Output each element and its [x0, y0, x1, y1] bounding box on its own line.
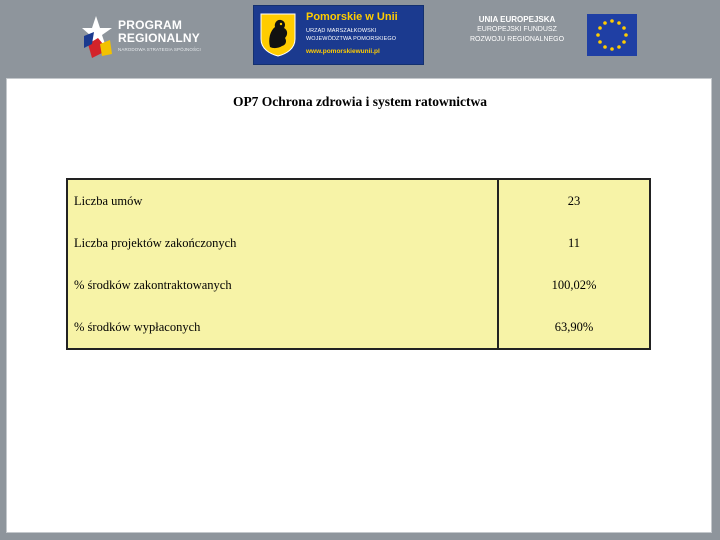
eu-line2: EUROPEJSKI FUNDUSZ — [477, 26, 557, 33]
row-label: % środków wypłaconych — [67, 306, 498, 349]
row-value: 63,90% — [554, 319, 594, 334]
program-regionalny-logo — [82, 14, 232, 62]
row-value: 100,02% — [551, 277, 597, 292]
pomorskie-office-line2: WOJEWÓDZTWA POMORSKIEGO — [306, 36, 397, 42]
table-row — [67, 179, 650, 222]
row-value: 23 — [567, 193, 581, 208]
table-row — [67, 222, 650, 264]
eu-line1: UNIA EUROPEJSKA — [478, 15, 556, 24]
eu-line3: ROZWOJU REGIONALNEGO — [469, 36, 565, 43]
row-label: Liczba umów — [67, 179, 498, 222]
table-row — [67, 264, 650, 306]
program-regionalny-subtitle: NARODOWA STRATEGIA SPÓJNOŚCI — [118, 47, 201, 52]
row-label: % środków zakontraktowanych — [67, 264, 498, 306]
eu-flag-icon — [587, 14, 637, 56]
pomorskie-office-line1: URZĄD MARSZAŁKOWSKI — [306, 28, 377, 34]
pomorskie-title: Pomorskie w Unii — [306, 11, 398, 23]
statistics-table — [66, 178, 651, 350]
row-value: 11 — [567, 235, 581, 250]
table-row — [67, 306, 650, 349]
program-regionalny-emblem-icon — [82, 14, 116, 60]
program-regionalny-title — [118, 19, 200, 45]
program-title-line2: REGIONALNY — [118, 31, 201, 45]
row-label: Liczba projektów zakończonych — [67, 222, 498, 264]
griffin-crest-icon — [260, 13, 296, 57]
eu-fund-label — [458, 15, 576, 45]
pomorskie-w-unii-logo — [253, 5, 424, 65]
header-bar — [0, 0, 720, 75]
slide-title: OP7 Ochrona zdrowia i system ratownictwa — [232, 94, 488, 109]
program-title-line1: PROGRAM — [118, 18, 183, 32]
pomorskie-url: www.pomorskiewunii.pl — [306, 48, 380, 55]
